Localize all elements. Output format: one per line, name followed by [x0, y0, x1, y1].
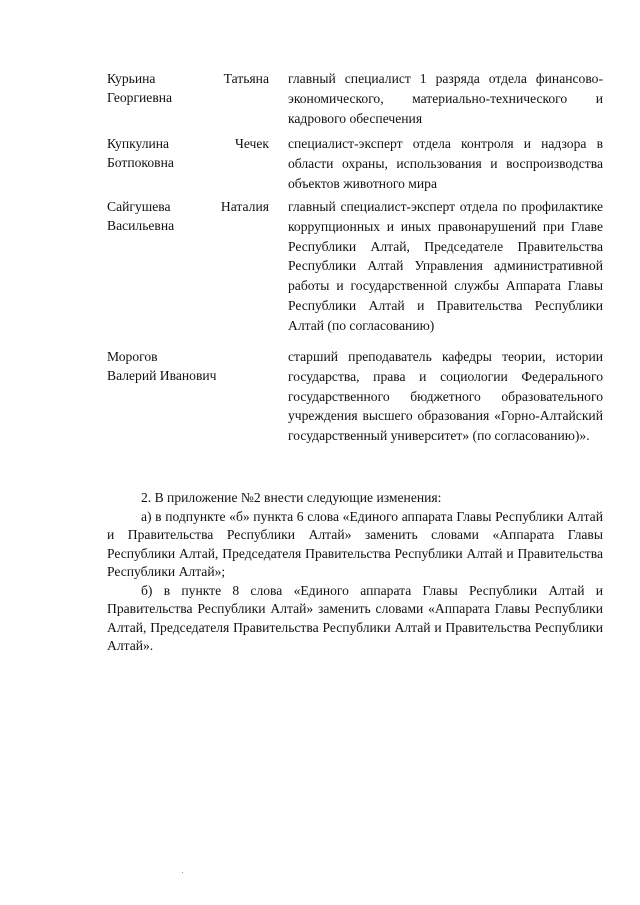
member-surname: Купкулина [107, 136, 170, 151]
member-patronymic: Ботпоковна [107, 155, 174, 170]
scan-speck [182, 872, 183, 873]
member-first-name: Татьяна [223, 71, 269, 86]
member-first-name: Чечек [234, 136, 269, 151]
amendment-item-b: б) в пункте 8 слова «Единого аппарата Главы Республики Алтай и Правительства Республики Алтай» заменить словами «Аппарата Главы Республики Алтай, Председателя Правительства Республики Алтай и Правительства Республики Алтай». [107, 582, 603, 653]
member-surname: Сайгушева [107, 199, 171, 214]
member-given-names: Валерий Иванович [107, 368, 217, 383]
member-name [107, 134, 269, 172]
member-name [107, 197, 269, 235]
member-name [107, 347, 269, 385]
amendments-section [107, 489, 603, 656]
amendment-item-a: а) в подпункте «б» пункта 6 слова «Единого аппарата Главы Республики Алтай и Правительства Республики Алтай» заменить словами «Аппарата Главы Республики Алтай, Председателя Правительства Республики Алтай и Правительства Республики Алтай»; [107, 508, 603, 579]
member-surname: Морогов [107, 349, 158, 364]
amendments-heading: 2. В приложение №2 внести следующие изменения: [141, 490, 442, 505]
member-position: главный специалист 1 разряда отдела финансово-экономического, материально-технического и кадрового обеспечения [288, 71, 603, 126]
member-position: главный специалист-эксперт отдела по профилактике коррупционных и иных правонарушений при Главе Республики Алтай, Председателе Правительства Республики Алтай Управления административной работы и государственной службы Аппарата Главы Республики Алтай и Правительства Республики Алтай (по согласованию) [288, 199, 603, 333]
member-patronymic: Георгиевна [107, 90, 173, 105]
member-patronymic: Васильевна [107, 218, 175, 233]
member-position: старший преподаватель кафедры теории, истории государства, права и социологии Федерального государственного бюджетного образовательного учреждения высшего образования «Горно-Алтайский государственный университет» (по согласованию)». [288, 349, 603, 444]
member-surname: Курьина [107, 71, 156, 86]
member-name [107, 69, 269, 107]
member-position: специалист-эксперт отдела контроля и надзора в области охраны, использования и воспроизводства объектов животного мира [288, 136, 603, 191]
member-first-name: Наталия [220, 199, 269, 214]
